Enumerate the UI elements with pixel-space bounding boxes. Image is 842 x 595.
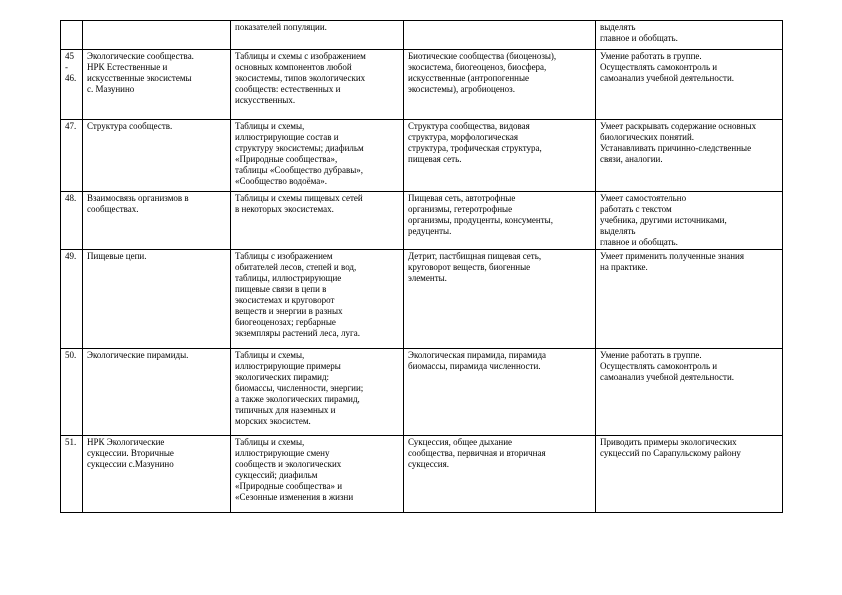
cell-text-line: типичных для наземных и xyxy=(235,405,336,415)
cell-text-line: Осуществлять самоконтроль и xyxy=(600,62,718,72)
cell-text-line: сообщества, первичная и вторичная xyxy=(408,448,546,458)
lesson-topic-cell xyxy=(83,436,231,513)
cell-text-line: связи, аналогии. xyxy=(600,154,663,164)
cell-text-line: элементы. xyxy=(408,273,447,283)
lesson-number-cell xyxy=(61,436,83,513)
cell-text-line: «Природные сообщества», xyxy=(235,154,338,164)
table-row xyxy=(61,21,783,50)
cell-text-line: экосистемы, типов экологических xyxy=(235,73,366,83)
cell-text-line: веществ и энергии в разных xyxy=(235,306,343,316)
learning-skills-cell xyxy=(596,120,783,192)
cell-text-line: Биотические сообщества (биоценозы), xyxy=(408,51,557,61)
key-terms-cell xyxy=(404,120,596,192)
cell-text-line: редуценты. xyxy=(408,226,452,236)
visual-aids-cell xyxy=(231,436,404,513)
cell-text-line: основных компонентов любой xyxy=(235,62,352,72)
cell-text-line: Умеет самостоятельно xyxy=(600,193,687,203)
lesson-topic-cell xyxy=(83,250,231,349)
cell-text-line: Таблицы и схемы пищевых сетей xyxy=(235,193,363,203)
cell-text-line: сообществах. xyxy=(87,204,139,214)
cell-text-line: структуру экосистемы; диафильм xyxy=(235,143,364,153)
cell-text-line: искусственные экосистемы xyxy=(87,73,192,83)
cell-text-line: сообществ и экологических xyxy=(235,459,342,469)
key-terms-cell xyxy=(404,436,596,513)
cell-text-line: 50. xyxy=(65,350,77,360)
document-page xyxy=(60,20,782,513)
cell-text-line: Осуществлять самоконтроль и xyxy=(600,361,718,371)
cell-text-line: Пищевая сеть, автотрофные xyxy=(408,193,516,203)
cell-text-line: таблицы «Сообщество дубравы», xyxy=(235,165,363,175)
cell-text-line: сукцессий по Сарапульскому району xyxy=(600,448,741,458)
cell-text-line: обитателей лесов, степей и вод, xyxy=(235,262,357,272)
cell-text-line: главное и обобщать. xyxy=(600,237,678,247)
cell-text-line: Структура сообщества, видовая xyxy=(408,121,530,131)
cell-text-line: Взаимосвязь организмов в xyxy=(87,193,189,203)
cell-text-line: сукцессия. xyxy=(408,459,449,469)
cell-text-line: главное и обобщать. xyxy=(600,33,678,43)
cell-text-line: сукцессии. Вторичные xyxy=(87,448,174,458)
lesson-topic-cell xyxy=(83,21,231,50)
cell-text-line: Таблицы и схемы, xyxy=(235,350,305,360)
table-row xyxy=(61,50,783,120)
lesson-plan-table xyxy=(60,20,783,513)
cell-text-line: биомассы, пирамида численности. xyxy=(408,361,541,371)
table-row xyxy=(61,436,783,513)
cell-text-line: учебника, другими источниками, xyxy=(600,215,727,225)
cell-text-line: самоанализ учебной деятельности. xyxy=(600,73,735,83)
cell-text-line: 48. xyxy=(65,193,77,203)
cell-text-line: 49. xyxy=(65,251,77,261)
key-terms-cell xyxy=(404,192,596,250)
cell-text-line: НРК Естественные и xyxy=(87,62,168,72)
cell-text-line: работать с текстом xyxy=(600,204,672,214)
learning-skills-cell xyxy=(596,50,783,120)
visual-aids-cell xyxy=(231,21,404,50)
cell-text-line: в некоторых экосистемах. xyxy=(235,204,334,214)
cell-text-line: сообществ: естественных и xyxy=(235,84,341,94)
lesson-plan-body xyxy=(61,21,783,513)
cell-text-line: структура, трофическая структура, xyxy=(408,143,542,153)
visual-aids-cell xyxy=(231,192,404,250)
cell-text-line: Экологическая пирамида, пирамида xyxy=(408,350,547,360)
lesson-topic-cell xyxy=(83,349,231,436)
cell-text-line: Экологические сообщества. xyxy=(87,51,194,61)
cell-text-line: Таблицы с изображением xyxy=(235,251,333,261)
lesson-number-cell xyxy=(61,250,83,349)
cell-text-line: а также экологических пирамид, xyxy=(235,394,360,404)
cell-text-line: биогеоценозах; гербарные xyxy=(235,317,336,327)
cell-text-line: 47. xyxy=(65,121,77,131)
table-row xyxy=(61,192,783,250)
cell-text-line: 46. xyxy=(65,73,77,83)
cell-text-line: 45 xyxy=(65,51,74,61)
cell-text-line: биомассы, численности, энергии; xyxy=(235,383,364,393)
table-row xyxy=(61,349,783,436)
cell-text-line: сукцессий; диафильм xyxy=(235,470,318,480)
cell-text-line: - xyxy=(65,62,68,72)
lesson-number-cell xyxy=(61,21,83,50)
cell-text-line: 51. xyxy=(65,437,77,447)
learning-skills-cell xyxy=(596,250,783,349)
lesson-number-cell xyxy=(61,349,83,436)
table-row xyxy=(61,250,783,349)
lesson-number-cell xyxy=(61,120,83,192)
learning-skills-cell xyxy=(596,349,783,436)
cell-text-line: биологических понятий. xyxy=(600,132,695,142)
cell-text-line: Сукцессия, общее дыхание xyxy=(408,437,513,447)
cell-text-line: Умение работать в группе. xyxy=(600,51,702,61)
key-terms-cell xyxy=(404,50,596,120)
cell-text-line: на практике. xyxy=(600,262,648,272)
cell-text-line: круговорот веществ, биогенные xyxy=(408,262,531,272)
cell-text-line: искусственные (антропогенные xyxy=(408,73,530,83)
cell-text-line: показателей популяции. xyxy=(235,22,327,32)
cell-text-line: экосистемы), агробиоценоз. xyxy=(408,84,515,94)
cell-text-line: экосистема, биогеоценоз, биосфера, xyxy=(408,62,547,72)
cell-text-line: Структура сообществ. xyxy=(87,121,173,131)
cell-text-line: экосистемах и круговорот xyxy=(235,295,335,305)
cell-text-line: искусственных. xyxy=(235,95,296,105)
cell-text-line: Пищевые цепи. xyxy=(87,251,147,261)
table-row xyxy=(61,120,783,192)
learning-skills-cell xyxy=(596,21,783,50)
key-terms-cell xyxy=(404,21,596,50)
cell-text-line: Детрит, пастбищная пищевая сеть, xyxy=(408,251,542,261)
cell-text-line: Экологические пирамиды. xyxy=(87,350,189,360)
visual-aids-cell xyxy=(231,50,404,120)
cell-text-line: структура, морфологическая xyxy=(408,132,518,142)
visual-aids-cell xyxy=(231,120,404,192)
cell-text-line: выделять xyxy=(600,226,636,236)
cell-text-line: «Сезонные изменения в жизни xyxy=(235,492,354,502)
key-terms-cell xyxy=(404,349,596,436)
learning-skills-cell xyxy=(596,192,783,250)
cell-text-line: экземпляры растений леса, луга. xyxy=(235,328,360,338)
cell-text-line: экологических пирамид: xyxy=(235,372,330,382)
cell-text-line: Таблицы и схемы с изображением xyxy=(235,51,366,61)
cell-text-line: пищевая сеть. xyxy=(408,154,462,164)
cell-text-line: иллюстрирующие смену xyxy=(235,448,330,458)
lesson-number-cell xyxy=(61,192,83,250)
cell-text-line: организмы, гетеротрофные xyxy=(408,204,513,214)
cell-text-line: Умеет раскрывать содержание основных xyxy=(600,121,757,131)
cell-text-line: НРК Экологические xyxy=(87,437,165,447)
cell-text-line: «Сообщество водоёма». xyxy=(235,176,327,186)
cell-text-line: Таблицы и схемы, xyxy=(235,437,305,447)
cell-text-line: Умение работать в группе. xyxy=(600,350,702,360)
cell-text-line: иллюстрирующие примеры xyxy=(235,361,341,371)
lesson-topic-cell xyxy=(83,120,231,192)
lesson-topic-cell xyxy=(83,50,231,120)
cell-text-line: «Природные сообщества» и xyxy=(235,481,343,491)
cell-text-line: Приводить примеры экологических xyxy=(600,437,737,447)
visual-aids-cell xyxy=(231,250,404,349)
cell-text-line: сукцессии с.Мазунино xyxy=(87,459,174,469)
cell-text-line: таблицы, иллюстрирующие xyxy=(235,273,342,283)
lesson-topic-cell xyxy=(83,192,231,250)
cell-text-line: Таблицы и схемы, xyxy=(235,121,305,131)
lesson-number-cell xyxy=(61,50,83,120)
cell-text-line: организмы, продуценты, консументы, xyxy=(408,215,553,225)
cell-text-line: иллюстрирующие состав и xyxy=(235,132,339,142)
cell-text-line: самоанализ учебной деятельности. xyxy=(600,372,735,382)
visual-aids-cell xyxy=(231,349,404,436)
cell-text-line: Умеет применить полученные знания xyxy=(600,251,744,261)
cell-text-line: пищевые связи в цепи в xyxy=(235,284,327,294)
cell-text-line: Устанавливать причинно-следственные xyxy=(600,143,752,153)
cell-text-line: выделять xyxy=(600,22,636,32)
cell-text-line: морских экосистем. xyxy=(235,416,311,426)
key-terms-cell xyxy=(404,250,596,349)
cell-text-line: с. Мазунино xyxy=(87,84,135,94)
learning-skills-cell xyxy=(596,436,783,513)
